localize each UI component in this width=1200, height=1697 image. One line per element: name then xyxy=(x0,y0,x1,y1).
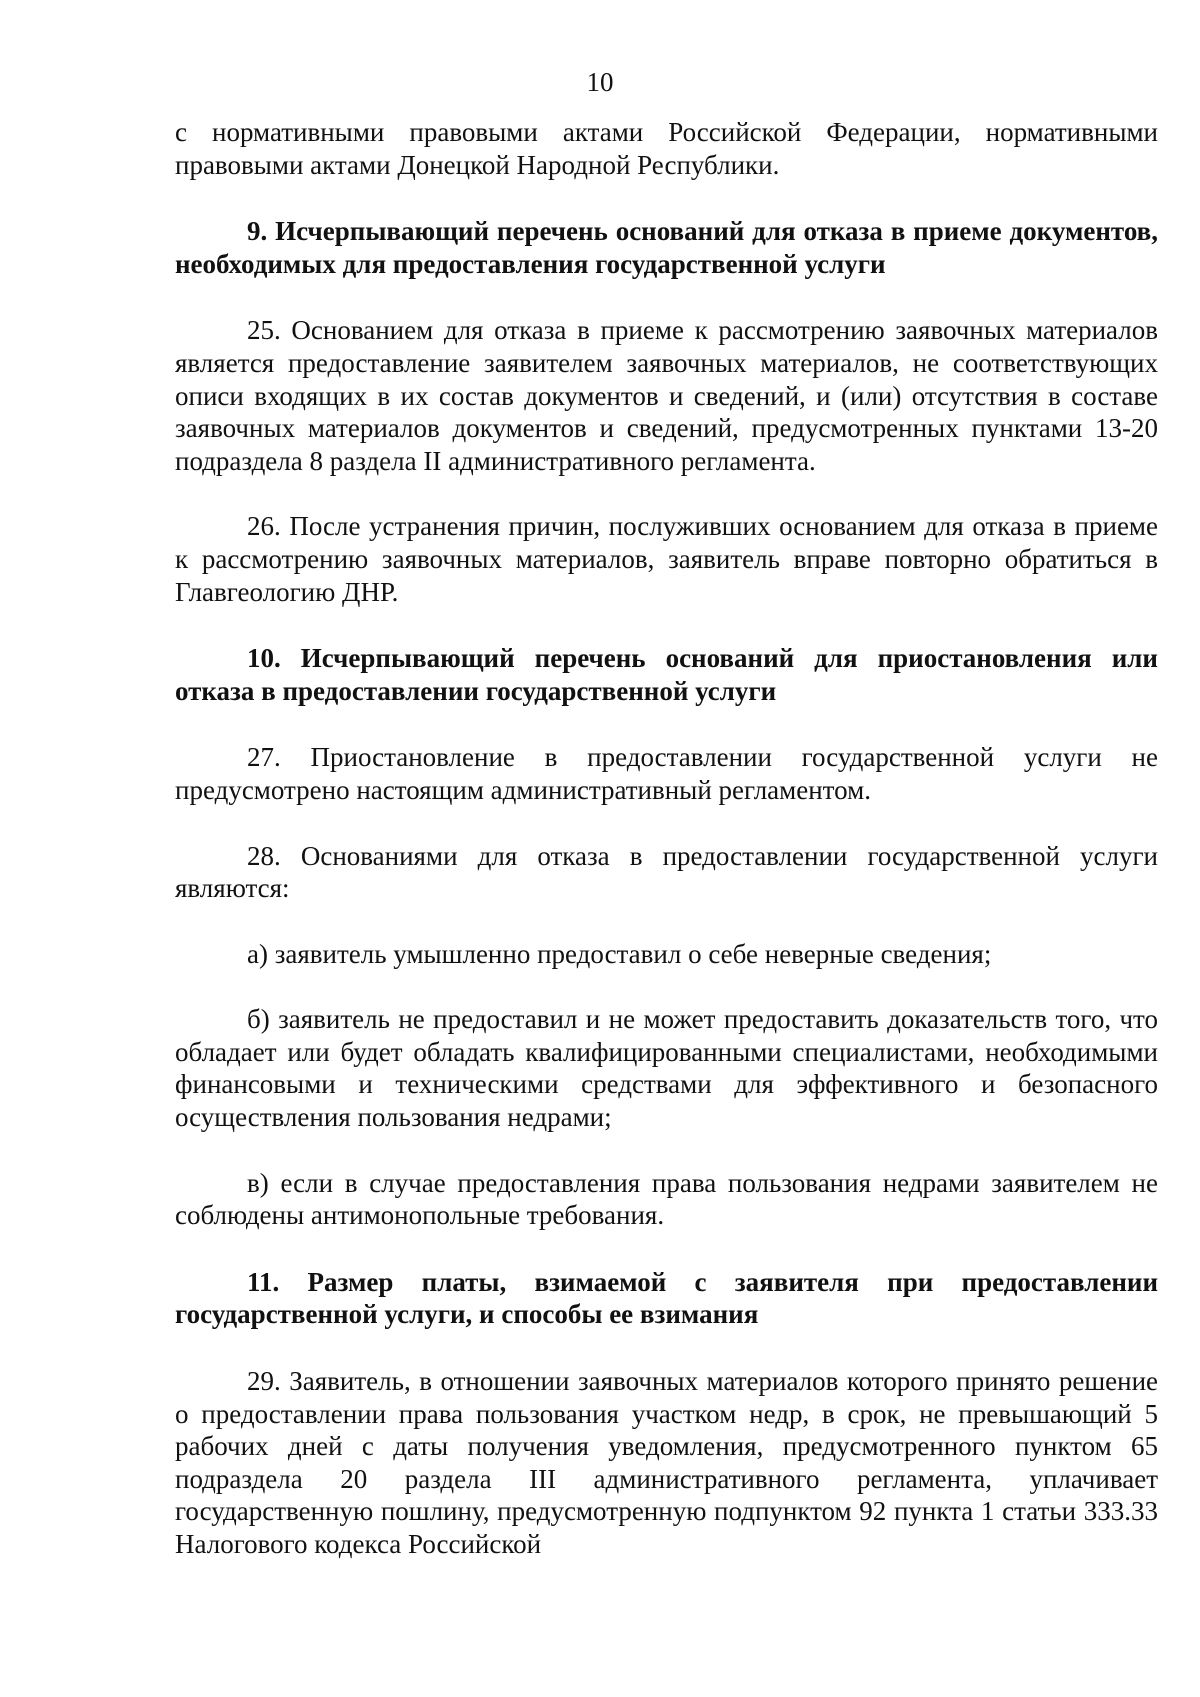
paragraph-25: 25. Основанием для отказа в приеме к рассмотрению заявочных материалов является предоставление заявителем заявочных материалов, не соответствующих описи входящих в их состав документов и сведений, и (или) отсутствия в составе заявочных материалов документов и сведений, предусмотренных пунктами 13-20 подраздела 8 раздела II административного регламента. xyxy=(175,315,1158,476)
list-item-a: а) заявитель умышленно предоставил о себе неверные сведения; xyxy=(247,938,992,969)
list-item-v: в) если в случае предоставления права пользования недрами заявителем не соблюдены антимонопольные требования. xyxy=(175,1167,1158,1231)
section-heading-11: 11. Размер платы, взимаемой с заявителя при предоставлении государственной услуги, и способы ее взимания xyxy=(175,1266,1158,1330)
paragraph-continuation: с нормативными правовыми актами Российской Федерации, нормативными правовыми актами Донецкой Народной Республики. xyxy=(175,117,1158,180)
paragraph-26: 26. После устранения причин, послуживших основанием для отказа в приеме к рассмотрению заявочных материалов, заявитель вправе повторно обратиться в Главгеологию ДНР. xyxy=(175,511,1158,607)
paragraph-27: 27. Приостановление в предоставлении государственной услуги не предусмотрено настоящим административный регламентом. xyxy=(175,742,1158,805)
paragraph-29: 29. Заявитель, в отношении заявочных материалов которого принято решение о предоставлении права пользования участком недр, в срок, не превышающий 5 рабочих дней с даты получения уведомления, предусмотренного пунктом 65 подраздела 20 раздела III административного регламента, уплачивает государственную пошлину, предусмотренную подпунктом 92 пункта 1 статьи 333.33 Налогового кодекса Российской xyxy=(175,1366,1158,1559)
document-body xyxy=(175,116,1158,1561)
page-number: 10 xyxy=(586,67,614,97)
section-heading-10: 10. Исчерпывающий перечень оснований для приостановления или отказа в предоставлении государственной услуги xyxy=(175,643,1158,706)
list-item-b: б) заявитель не предоставил и не может предоставить доказательств того, что обладает или будет обладать квалифицированными специалистами, необходимыми финансовыми и техническими средствами для эффективного и безопасного осуществления пользования недрами; xyxy=(175,1004,1158,1133)
section-heading-9: 9. Исчерпывающий перечень оснований для отказа в приеме документов, необходимых для предоставления государственной услуги xyxy=(175,216,1158,279)
paragraph-28: 28. Основаниями для отказа в предоставлении государственной услуги являются: xyxy=(175,840,1158,904)
